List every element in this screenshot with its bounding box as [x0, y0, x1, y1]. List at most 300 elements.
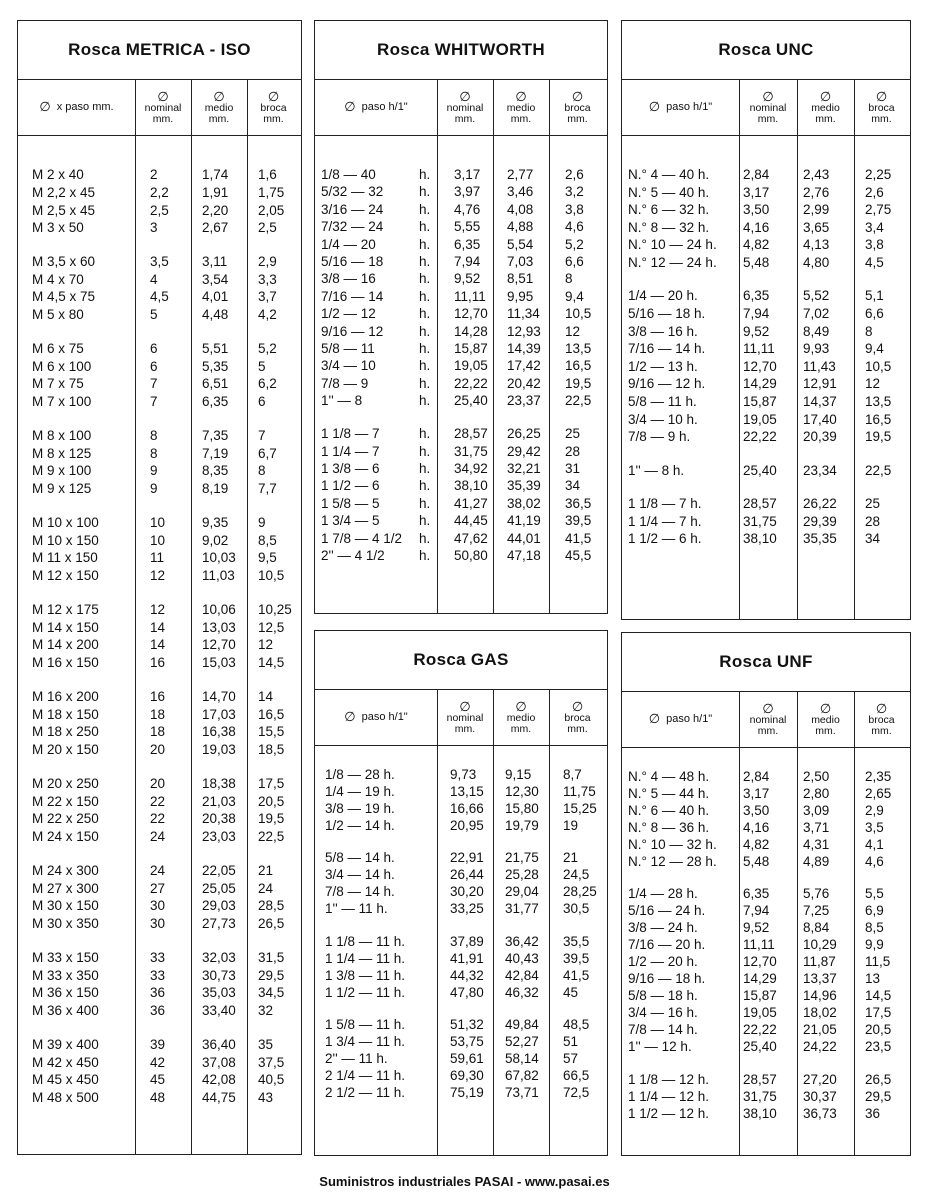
header-medio-unit: mm.	[510, 722, 532, 735]
table-cell: 14,96	[803, 988, 837, 1004]
table-cell: 2,25	[865, 167, 892, 182]
table-cell: 8	[565, 271, 573, 287]
table-cell: 3,50	[743, 202, 770, 218]
table-cell: 38,02	[507, 495, 541, 511]
table-cell: 32	[258, 1003, 274, 1019]
table-cell: 39,5	[563, 950, 590, 966]
table-cell: 2'' — 11 h.	[325, 1050, 388, 1066]
table-row	[622, 341, 910, 357]
table-row	[18, 533, 301, 549]
header-medio-unit: mm.	[208, 112, 230, 125]
table-row	[622, 1039, 910, 1055]
table-row	[315, 901, 607, 917]
header-medio-unit: mm.	[815, 724, 836, 737]
table-cell: M 18 x 150	[32, 706, 99, 722]
table-cell: 14,5	[258, 655, 285, 671]
table-row	[315, 358, 607, 374]
table-cell: 45,5	[565, 548, 592, 564]
table-cell: 35,39	[507, 478, 541, 494]
table-row	[18, 620, 301, 636]
table-cell: 22	[150, 811, 166, 827]
table-row	[18, 863, 301, 879]
table-cell: 12,70	[743, 358, 777, 374]
table-cell: 4,31	[803, 837, 830, 852]
table-cell: 13,03	[202, 619, 236, 635]
table-cell: 4,16	[743, 219, 770, 235]
table-cell: 2,5	[258, 220, 277, 236]
metrica-header-paso	[18, 79, 135, 135]
table-cell: 4,5	[150, 289, 169, 305]
table-cell: 2,75	[865, 202, 892, 218]
table-cell: 15,87	[743, 988, 777, 1004]
diameter-icon: ∅	[459, 698, 471, 714]
table-cell: 9,52	[743, 920, 770, 936]
table-cell: 31,77	[505, 901, 539, 917]
table-row	[622, 394, 910, 410]
table-cell: 1/8 — 40	[321, 167, 376, 182]
table-row	[315, 850, 607, 866]
table-cell: 8	[150, 427, 158, 443]
table-cell: 13,37	[803, 971, 837, 987]
table-cell: 11,43	[803, 358, 836, 374]
table-cell: 5/16 — 18 h.	[628, 306, 706, 322]
table-row	[315, 444, 607, 460]
table-cell: 3,46	[507, 184, 534, 200]
header-nominal-unit: mm.	[757, 724, 779, 737]
table-cell: 2,6	[865, 184, 884, 200]
table-cell: M 48 x 500	[32, 1090, 99, 1105]
table-cell: 1/2 — 12	[321, 306, 376, 322]
table-cell: 22,05	[202, 862, 236, 878]
table-row	[18, 1090, 301, 1106]
unf-title	[622, 633, 910, 692]
table-cell: 7/16 — 20 h.	[628, 937, 706, 953]
table-cell: 11,75	[563, 784, 596, 799]
table-row	[622, 359, 910, 375]
table-cell: M 14 x 150	[32, 619, 99, 635]
table-cell: 6,6	[865, 306, 884, 322]
table-row	[315, 478, 607, 494]
table-cell: 31,75	[743, 1088, 777, 1104]
table-row	[18, 776, 301, 792]
whitworth-header-broca	[549, 79, 606, 135]
table-cell: 48,5	[563, 1016, 590, 1032]
table-row	[315, 968, 607, 984]
table-row	[18, 724, 301, 740]
table-cell: h.	[419, 201, 431, 217]
table-cell: 24	[150, 862, 166, 878]
table-cell: 69,30	[450, 1067, 484, 1083]
table-cell: 12	[150, 568, 166, 584]
table-row	[315, 289, 607, 305]
table-cell: 26,25	[507, 426, 541, 442]
header-medio-label: medio	[506, 711, 536, 724]
header-broca-label: broca	[868, 101, 895, 114]
table-cell: 9	[150, 463, 158, 479]
table-cell: M 8 x 100	[32, 427, 92, 443]
whitworth-header-paso	[315, 79, 437, 135]
table-cell: 7,19	[202, 445, 229, 461]
table-cell: 5,51	[202, 340, 229, 356]
table-cell: 35,35	[803, 531, 837, 547]
table-cell: 15,80	[505, 801, 539, 816]
table-cell: 36	[150, 1003, 166, 1019]
unc-header-broca	[854, 79, 909, 135]
table-row	[622, 376, 910, 392]
table-cell: 21	[258, 862, 274, 878]
table-cell: 7/8 — 14 h.	[628, 1022, 698, 1038]
table-row	[622, 412, 910, 428]
table-row	[18, 568, 301, 584]
table-cell: 33	[150, 967, 166, 983]
header-medio-unit: mm.	[510, 112, 532, 125]
table-cell: M 33 x 150	[32, 949, 99, 965]
table-cell: 12	[150, 601, 166, 617]
header-broca-unit: mm.	[567, 722, 588, 735]
table-cell: 33	[150, 949, 166, 965]
table-row	[622, 988, 910, 1004]
table-row	[622, 167, 910, 183]
table-row	[315, 219, 607, 235]
table-cell: h.	[419, 288, 431, 304]
table-row	[315, 324, 607, 340]
table-cell: h.	[419, 236, 431, 252]
table-cell: 19,05	[743, 411, 777, 427]
table-row	[622, 854, 910, 870]
table-cell: 5,52	[803, 288, 830, 304]
table-cell: 34	[865, 531, 881, 547]
table-cell: 7,7	[258, 481, 277, 497]
table-cell: 19	[563, 818, 579, 833]
table-cell: 7	[150, 394, 158, 410]
table-row	[18, 446, 301, 462]
table-cell: 5,54	[507, 236, 534, 252]
table-cell: 22,5	[565, 393, 592, 409]
table-row	[315, 548, 607, 564]
metrica-header-nominal	[135, 79, 191, 135]
table-cell: 20,38	[202, 811, 236, 827]
table-cell: 30	[150, 916, 166, 932]
table-cell: 26,22	[803, 496, 837, 512]
table-cell: 47,18	[507, 548, 541, 564]
table-cell: 11	[150, 550, 165, 566]
table-cell: 66,5	[563, 1067, 590, 1083]
table-cell: 5	[150, 307, 158, 323]
table-cell: M 4 x 70	[32, 271, 84, 287]
table-cell: 7,35	[202, 427, 229, 443]
table-cell: M 24 x 150	[32, 829, 99, 845]
table-cell: 12,91	[803, 376, 837, 392]
table-row	[18, 185, 301, 201]
table-cell: 5/8 — 11	[321, 341, 375, 356]
diameter-icon: ∅	[648, 711, 661, 726]
diameter-icon: ∅	[344, 709, 356, 724]
header-medio-unit: mm.	[815, 112, 836, 125]
diameter-icon: ∅	[213, 88, 225, 104]
table-cell: 11,11	[743, 341, 775, 357]
table-cell: 3,17	[743, 786, 770, 801]
table-cell: 2,6	[565, 167, 584, 182]
table-cell: 12,5	[258, 619, 285, 635]
table-cell: N.° 12 — 28 h.	[628, 854, 717, 869]
table-cell: 72,5	[563, 1084, 590, 1100]
table-row	[18, 307, 301, 323]
table-cell: 1 1/8 — 12 h.	[628, 1071, 710, 1087]
table-cell: 37,89	[450, 933, 484, 949]
table-cell: 1/4 — 19 h.	[325, 784, 395, 799]
table-cell: 35	[258, 1036, 274, 1052]
gas-header-broca	[549, 689, 606, 745]
table-cell: M 5 x 80	[32, 307, 84, 323]
table-cell: 1 1/4 — 11 h.	[325, 950, 406, 966]
table-row	[315, 496, 607, 512]
table-cell: 6,2	[258, 376, 277, 392]
table-row	[622, 903, 910, 919]
table-cell: M 30 x 150	[32, 898, 99, 914]
table-cell: M 39 x 400	[32, 1036, 99, 1052]
table-cell: 7,02	[803, 306, 830, 322]
unf-table	[621, 632, 911, 1156]
table-row	[315, 376, 607, 392]
unf-header	[622, 691, 910, 748]
table-cell: M 18 x 250	[32, 724, 99, 740]
table-cell: 10,5	[258, 568, 285, 584]
table-row	[622, 820, 910, 836]
table-cell: M 14 x 200	[32, 637, 99, 653]
table-cell: 3,50	[743, 803, 770, 818]
table-cell: 1 3/4 — 5	[321, 513, 380, 529]
table-cell: M 7 x 75	[32, 376, 84, 392]
table-cell: M 3,5 x 60	[32, 253, 96, 269]
table-row	[18, 829, 301, 845]
gas-header-paso-label: paso h/1"	[361, 711, 408, 723]
header-broca-label: broca	[868, 713, 895, 726]
metrica-title-name: METRICA - ISO	[125, 40, 251, 59]
table-cell: 20,39	[803, 429, 837, 445]
whitworth-header	[315, 79, 607, 136]
table-cell: M 30 x 350	[32, 916, 99, 932]
table-cell: 52,27	[505, 1033, 539, 1049]
table-cell: 8,84	[803, 920, 830, 936]
table-cell: 44,01	[507, 530, 541, 546]
table-cell: 1 7/8 — 4 1/2	[321, 530, 403, 546]
table-row	[622, 837, 910, 853]
whitworth-table	[314, 20, 608, 614]
table-cell: 9,4	[865, 341, 884, 357]
table-cell: M 12 x 150	[32, 568, 99, 584]
table-cell: 25,05	[202, 880, 236, 896]
table-cell: 7/8 — 9 h.	[628, 429, 691, 445]
table-row	[622, 920, 910, 936]
diameter-icon: ∅	[344, 99, 356, 114]
table-cell: 1 1/2 — 6	[321, 478, 380, 494]
table-row	[18, 167, 301, 183]
table-cell: 41,19	[507, 513, 541, 529]
table-row	[622, 886, 910, 902]
table-cell: 25,28	[505, 867, 539, 883]
table-row	[315, 985, 607, 1001]
table-cell: 8	[258, 463, 266, 479]
table-cell: 40,5	[258, 1072, 285, 1088]
table-cell: 30,73	[202, 967, 236, 983]
table-cell: 2,5	[150, 202, 169, 218]
metrica-header	[18, 79, 301, 136]
table-row	[18, 289, 301, 305]
table-cell: 2,2	[150, 184, 169, 200]
table-cell: 7	[150, 376, 158, 392]
table-cell: M 27 x 300	[32, 880, 99, 896]
table-cell: 10	[150, 514, 166, 530]
table-cell: 25,40	[454, 393, 488, 409]
table-cell: M 9 x 100	[32, 463, 92, 479]
whitworth-title	[315, 21, 607, 80]
table-cell: 7,94	[743, 903, 770, 919]
table-row	[315, 202, 607, 218]
table-cell: 30,20	[450, 884, 484, 900]
table-cell: 7,25	[803, 903, 830, 919]
table-cell: 24	[150, 829, 166, 845]
table-cell: 14,70	[202, 688, 236, 704]
table-cell: 34,92	[454, 461, 488, 477]
table-cell: 8	[150, 445, 158, 461]
table-cell: 1/2 — 20 h.	[628, 954, 698, 970]
table-cell: 14,29	[743, 376, 777, 392]
table-cell: 2 1/2 — 11 h.	[325, 1084, 406, 1100]
table-cell: 41,5	[565, 530, 592, 546]
table-cell: 34,5	[258, 985, 285, 1001]
table-row	[622, 786, 910, 802]
table-cell: 4,48	[202, 307, 229, 323]
table-cell: 51,32	[450, 1016, 484, 1032]
table-cell: 14	[150, 637, 166, 653]
table-cell: h.	[419, 443, 431, 459]
table-cell: M 6 x 100	[32, 358, 92, 374]
table-cell: 2,80	[803, 786, 830, 801]
table-cell: h.	[419, 271, 431, 287]
table-cell: 1/2 — 14 h.	[325, 818, 395, 833]
diameter-icon: ∅	[267, 88, 280, 104]
table-cell: M 8 x 125	[32, 445, 92, 461]
table-row	[315, 237, 607, 253]
table-cell: N.° 10 — 24 h.	[628, 237, 717, 253]
table-cell: 4,80	[803, 255, 830, 270]
table-cell: 5,1	[865, 288, 884, 304]
table-cell: h.	[419, 375, 431, 391]
table-cell: N.° 4 — 40 h.	[628, 167, 710, 182]
table-cell: 8,5	[865, 920, 884, 936]
table-cell: 5,48	[743, 255, 770, 270]
table-cell: 29,5	[258, 967, 285, 983]
table-cell: 4,6	[565, 219, 584, 235]
table-cell: 17,5	[258, 775, 285, 791]
table-cell: 31,75	[743, 513, 777, 529]
table-cell: h.	[419, 478, 431, 494]
table-cell: N.° 8 — 32 h.	[628, 219, 710, 235]
table-cell: 20,5	[258, 793, 285, 809]
table-cell: 27	[150, 880, 166, 896]
table-row	[315, 1085, 607, 1101]
whitworth-header-medio	[493, 79, 549, 135]
table-cell: 46,32	[505, 984, 539, 1000]
table-cell: 5/8 — 18 h.	[628, 988, 698, 1004]
table-cell: 22	[150, 793, 166, 809]
table-row	[18, 916, 301, 932]
table-cell: 28,57	[743, 1071, 777, 1087]
table-row	[315, 867, 607, 883]
table-cell: 3,5	[865, 820, 884, 835]
table-cell: 17,40	[803, 411, 837, 427]
table-cell: 41,91	[450, 950, 484, 966]
table-cell: M 2,5 x 45	[32, 202, 96, 218]
table-cell: 1/4 — 28 h.	[628, 886, 698, 902]
table-cell: 9,73	[450, 767, 477, 782]
table-cell: 12,93	[507, 323, 541, 339]
whitworth-title-name: WHITWORTH	[434, 40, 545, 59]
table-cell: M 42 x 450	[32, 1054, 99, 1070]
table-cell: 5/8 — 14 h.	[325, 850, 395, 866]
table-row	[18, 655, 301, 671]
unc-header-nominal	[739, 79, 797, 135]
table-cell: 12	[258, 637, 274, 653]
table-row	[315, 393, 607, 409]
table-cell: 6,35	[202, 394, 229, 410]
table-row	[315, 254, 607, 270]
table-cell: h.	[419, 513, 431, 529]
table-cell: 9,93	[803, 341, 830, 357]
table-cell: 16,5	[865, 411, 892, 427]
table-cell: 9,52	[743, 323, 770, 339]
footer-text: Suministros industriales PASAI - www.pasai.es	[319, 1174, 610, 1189]
table-cell: 4,16	[743, 820, 770, 835]
table-cell: 9	[258, 514, 266, 530]
table-cell: 9,5	[258, 550, 277, 566]
table-row	[18, 1055, 301, 1071]
table-cell: 36,73	[803, 1105, 837, 1121]
table-row	[18, 341, 301, 357]
table-cell: 14,39	[507, 341, 541, 356]
table-cell: 3,7	[258, 289, 277, 305]
table-cell: M 7 x 100	[32, 394, 92, 410]
table-cell: 2 1/4 — 11 h.	[325, 1067, 406, 1083]
table-cell: 8	[865, 323, 873, 339]
table-row	[315, 426, 607, 442]
table-cell: 9,9	[865, 937, 884, 953]
table-cell: 15,03	[202, 655, 236, 671]
table-cell: 20,42	[507, 375, 541, 391]
table-cell: 3,8	[865, 237, 884, 253]
table-row	[18, 689, 301, 705]
table-cell: 5,76	[803, 886, 830, 902]
table-cell: 2'' — 4 1/2	[321, 548, 385, 564]
table-cell: 1/4 — 20	[321, 236, 376, 252]
table-row	[18, 881, 301, 897]
table-cell: 10,5	[565, 306, 592, 322]
table-cell: 33,25	[450, 901, 484, 917]
table-cell: 3/8 — 24 h.	[628, 920, 698, 936]
diameter-icon: ∅	[819, 700, 832, 716]
table-cell: 2,05	[258, 202, 285, 218]
table-row	[18, 515, 301, 531]
table-cell: 29,42	[507, 443, 541, 459]
table-cell: 22,5	[865, 462, 892, 478]
gas-header-medio	[493, 689, 549, 745]
table-cell: 67,82	[505, 1067, 539, 1083]
table-cell: h.	[419, 530, 431, 546]
table-row	[18, 950, 301, 966]
table-cell: 23,5	[865, 1039, 892, 1055]
table-cell: 28,25	[563, 884, 597, 900]
metrica-title-prefix: Rosca	[68, 40, 121, 59]
